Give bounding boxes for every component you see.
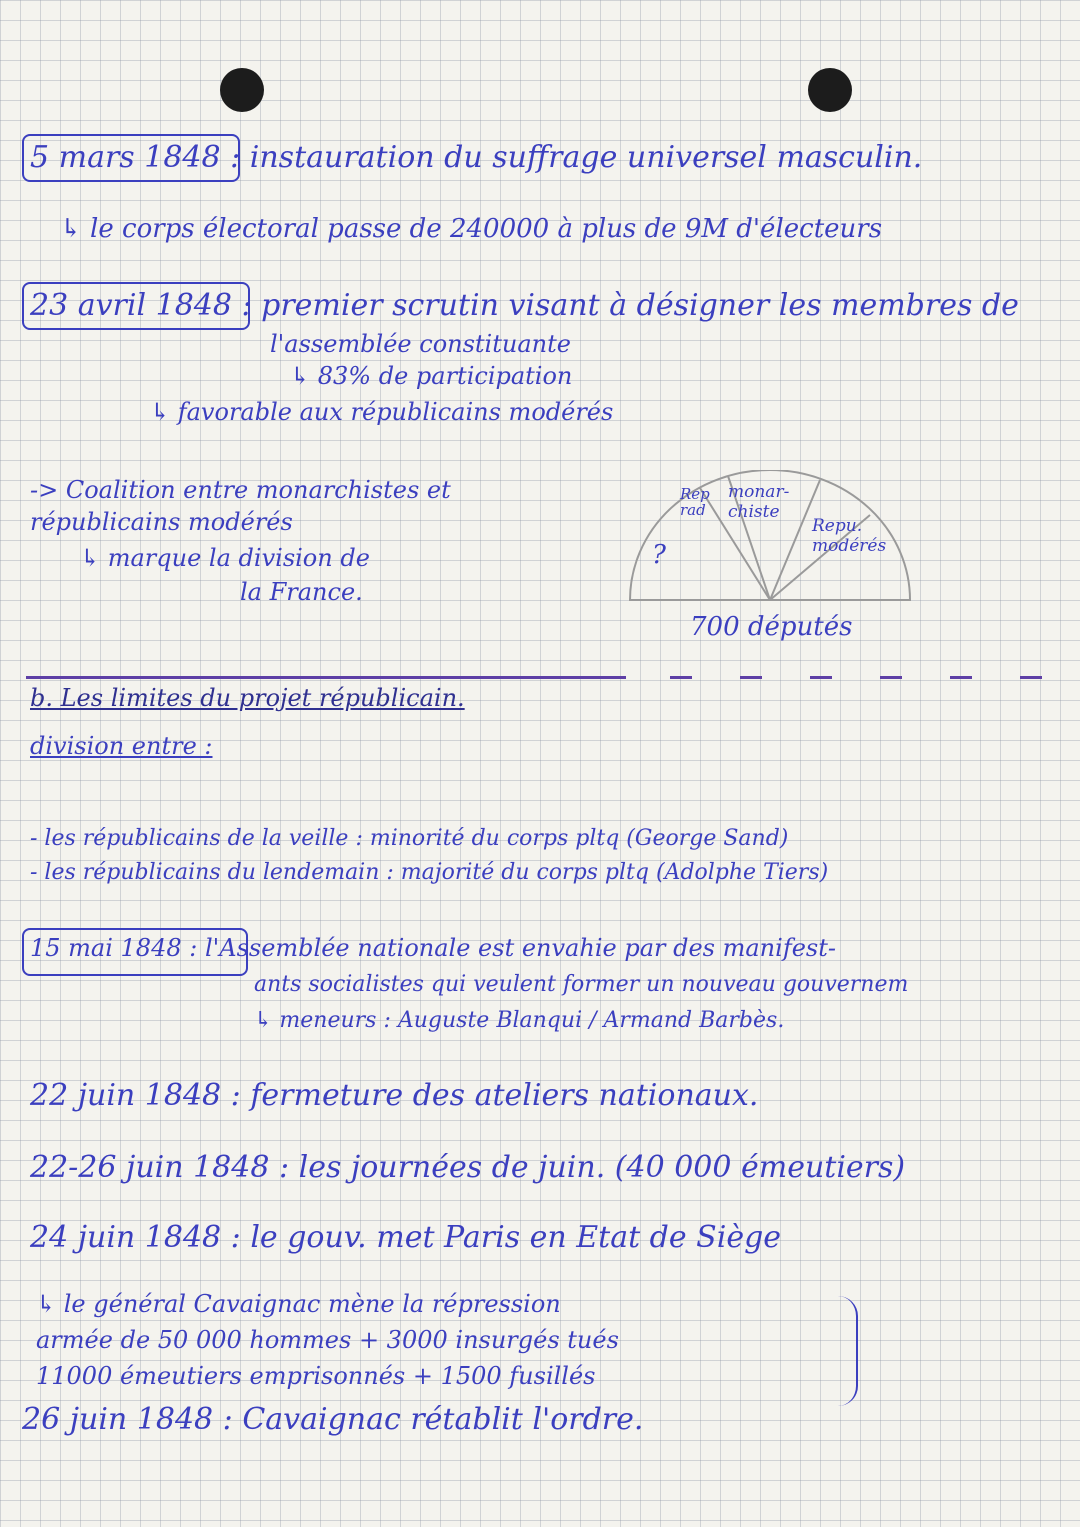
note-line-10: la France.: [240, 578, 363, 606]
note-line-23: 11000 émeutiers emprisonnés + 1500 fusillés: [36, 1362, 596, 1390]
note-line-19: 22-26 juin 1848 : les journées de juin. (40 000 émeutiers): [30, 1150, 906, 1185]
note-line-9: ↳ marque la division de: [80, 544, 370, 572]
note-line-20: 24 juin 1848 : le gouv. met Paris en Etat de Siège: [30, 1220, 782, 1255]
note-line-21: ↳ le général Cavaignac mène la répression: [36, 1290, 561, 1318]
separator-dash-3: [810, 676, 832, 679]
diagram-label-monarchiste: monar-chiste: [728, 482, 790, 522]
diagram-label-repu-moderes: Repu. modérés: [812, 516, 887, 556]
note-line-16: ants socialistes qui veulent former un nouveau gouvernem: [254, 972, 909, 997]
note-line-24: 26 juin 1848 : Cavaignac rétablit l'ordre.: [22, 1402, 644, 1437]
note-line-22: armée de 50 000 hommes + 3000 insurgés tués: [36, 1326, 619, 1354]
diagram-label-unknown: ?: [652, 540, 666, 570]
separator-dash-4: [880, 676, 902, 679]
note-line-14: - les républicains du lendemain : majorité du corps pltq (Adolphe Tiers): [30, 860, 829, 885]
note-line-18: 22 juin 1848 : fermeture des ateliers nationaux.: [30, 1078, 759, 1113]
section-heading: b. Les limites du projet républicain.: [30, 684, 465, 712]
diagram-label-rep-rad: Rep rad: [680, 485, 710, 519]
bracket-mark: [826, 1296, 858, 1406]
note-line-8: républicains modérés: [30, 508, 293, 536]
note-line-17: ↳ meneurs : Auguste Blanqui / Armand Barbès.: [254, 1008, 785, 1033]
separator-dash-2: [740, 676, 762, 679]
binder-hole-right: [808, 68, 852, 112]
separator-dash-6: [1020, 676, 1042, 679]
note-line-12: division entre :: [30, 732, 213, 760]
note-line-2: ↳ le corps électoral passe de 240000 à plus de 9M d'électeurs: [60, 214, 883, 244]
note-line-15: 15 mai 1848 : l'Assemblée nationale est envahie par des manifest-: [30, 934, 836, 962]
note-line-4: l'assemblée constituante: [270, 330, 571, 358]
note-line-1: 5 mars 1848 : instauration du suffrage universel masculin.: [30, 140, 923, 175]
note-line-7: -> Coalition entre monarchistes et: [30, 476, 451, 504]
note-line-13: - les républicains de la veille : minorité du corps pltq (George Sand): [30, 826, 789, 851]
note-line-5: ↳ 83% de participation: [290, 362, 573, 390]
note-line-6: ↳ favorable aux républicains modérés: [150, 398, 614, 426]
diagram-total-deputes: 700 députés: [690, 612, 853, 642]
section-separator: [26, 676, 626, 679]
separator-dash-1: [670, 676, 692, 679]
note-line-3: 23 avril 1848 : premier scrutin visant à désigner les membres de: [30, 288, 1019, 323]
separator-dash-5: [950, 676, 972, 679]
binder-hole-left: [220, 68, 264, 112]
